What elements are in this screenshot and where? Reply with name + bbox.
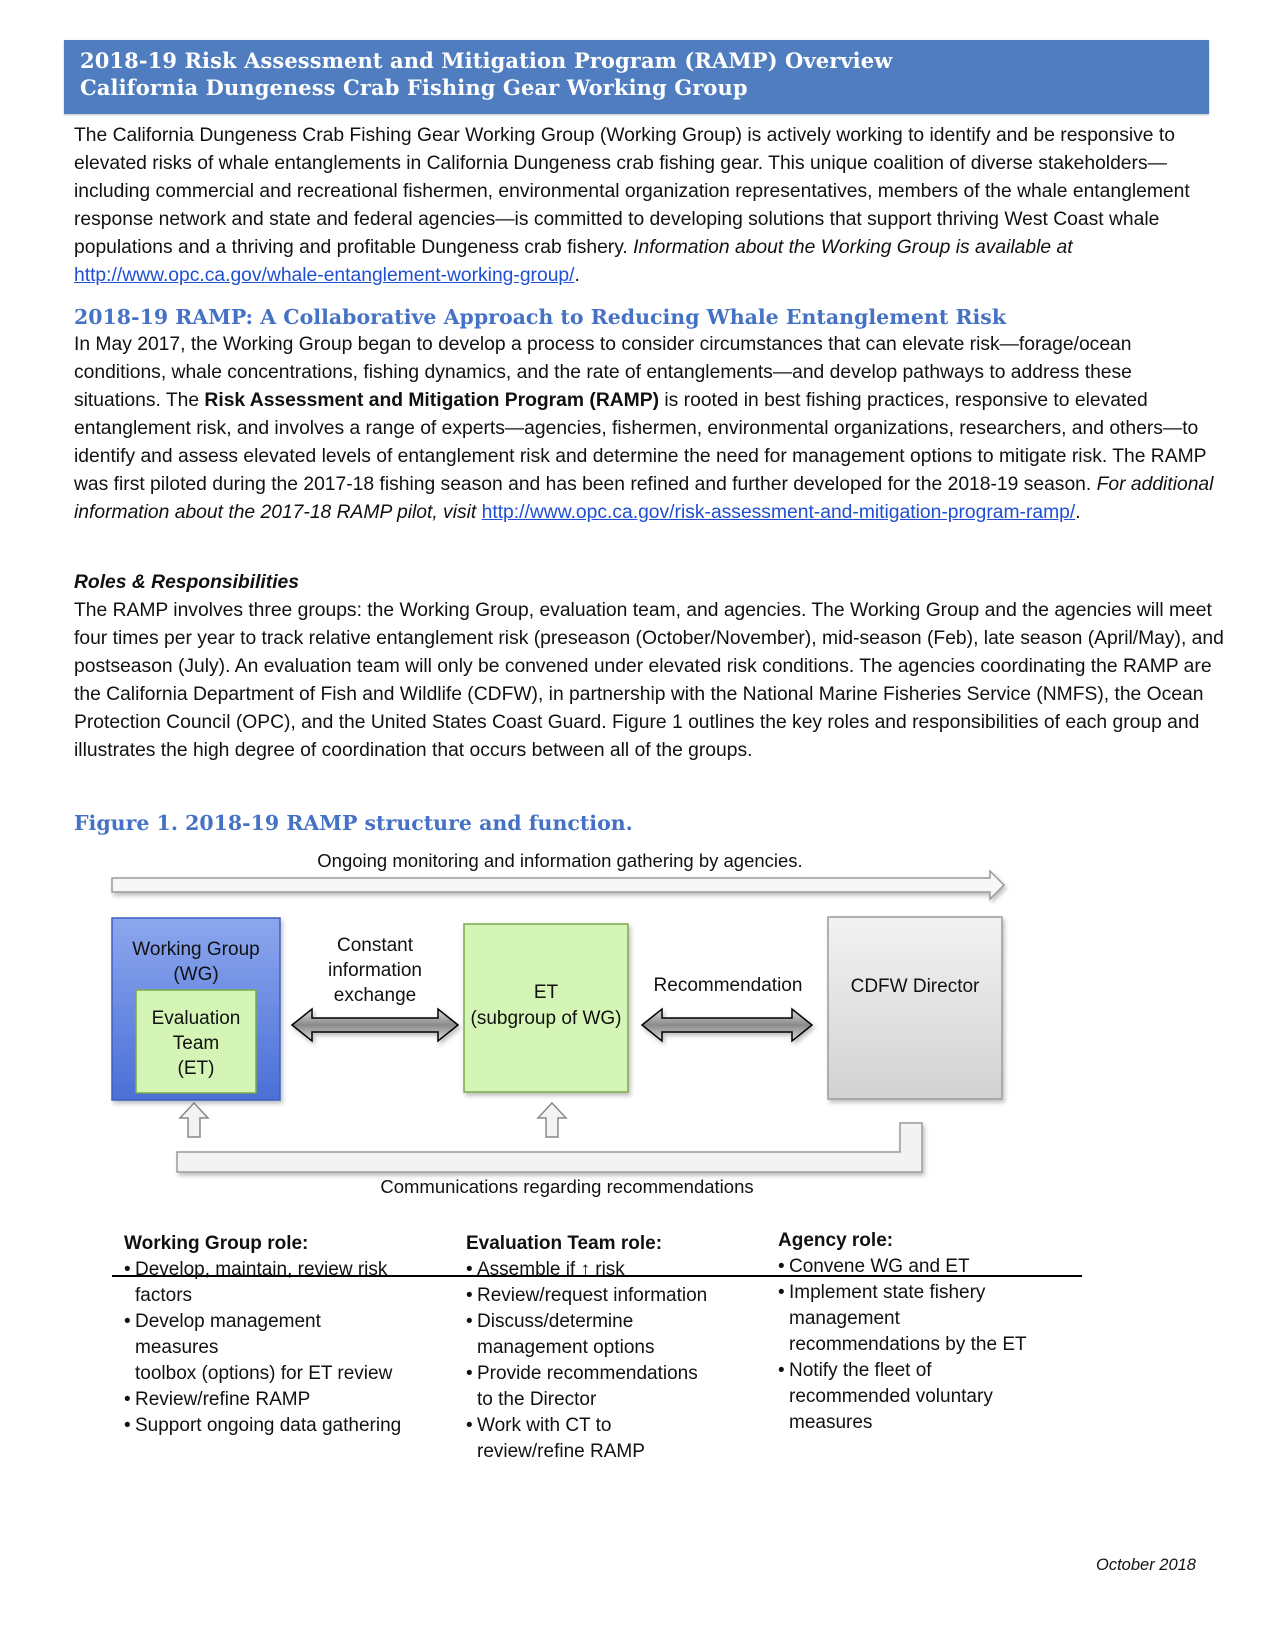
title-banner xyxy=(64,40,1209,114)
cdfw-director-label: CDFW Director xyxy=(850,976,980,997)
recommendation-arrow xyxy=(642,1009,812,1041)
list-item: • Implement state fishery management recommendations by the ET xyxy=(778,1280,1078,1358)
footer-date: October 2018 xyxy=(1096,1556,1196,1574)
list-item: • Convene WG and ET xyxy=(778,1254,1078,1280)
up-arrow-wg xyxy=(180,1103,208,1137)
recommendation-label: Recommendation xyxy=(653,975,803,996)
figure-caption: Figure 1. 2018-19 RAMP structure and function. xyxy=(74,811,633,835)
roles-heading: Roles & Responsibilities xyxy=(74,572,300,593)
list-item: • Review/request information xyxy=(466,1283,766,1309)
up-arrow-et xyxy=(538,1103,566,1137)
intro-paragraph: The California Dungeness Crab Fishing Gear Working Group (Working Group) is actively working to identify and be responsive to elevated risks of whale entanglements in California Dungeness crab fishing gear. This unique coalition of diverse stakeholders—including commercial and recreational fishermen, environmental organization representatives, members of the whale entanglement response network and state and federal agencies—is committed to developing solutions that support thriving West Coast whale populations and a thriving and profitable Dungeness crab fishery. Information about the Working Group is available at http://www.opc.ca.gov/whale-entanglement-working-group/. xyxy=(74,125,1190,286)
evaluation-team-label-1: Evaluation xyxy=(151,1008,241,1029)
evaluation-team-role-title: Evaluation Team role: xyxy=(466,1233,663,1254)
working-group-abbrev: (WG) xyxy=(173,964,219,985)
exchange-label-3: exchange xyxy=(333,985,417,1006)
list-item: • Notify the fleet of recommended voluntary measures xyxy=(778,1358,1078,1436)
list-item: • Discuss/determine management options xyxy=(466,1309,766,1361)
list-item: • Assemble if ↑ risk xyxy=(466,1257,766,1283)
list-item: • Provide recommendations to the Director xyxy=(466,1361,766,1413)
roles-paragraph: The RAMP involves three groups: the Working Group, evaluation team, and agencies. The Working Group and the agencies will meet four times per year to track relative entanglement risk (preseason (October/November), mid-season (Feb), late season (April/May), and postseason (July). An evaluation team will only be convened under elevated risk conditions. The agencies coordinating the RAMP are the California Department of Fish and Wildlife (CDFW), in partnership with the National Marine Fisheries Service (NMFS), the Ocean Protection Council (OPC), and the United States Coast Guard. Figure 1 outlines the key roles and responsibilities of each group and illustrates the high degree of coordination that occurs between all of the groups. xyxy=(74,600,1224,761)
list-item: • Review/refine RAMP xyxy=(124,1387,444,1413)
et-box-sublabel: (subgroup of WG) xyxy=(470,1008,622,1029)
ramp-pilot-link[interactable]: http://www.opc.ca.gov/risk-assessment-and-mitigation-program-ramp/ xyxy=(481,502,1076,523)
working-group-label: Working Group xyxy=(132,939,260,960)
exchange-label-2: information xyxy=(328,960,422,981)
document-subtitle: California Dungeness Crab Fishing Gear Working Group xyxy=(80,75,748,100)
working-group-link[interactable]: http://www.opc.ca.gov/whale-entanglement-working-group/ xyxy=(74,265,575,286)
list-item: • Develop management measures toolbox (options) for ET review xyxy=(124,1309,444,1387)
cdfw-director-box xyxy=(828,917,1002,1099)
working-group-role-title: Working Group role: xyxy=(124,1233,309,1254)
monitoring-label: Ongoing monitoring and information gathering by agencies. xyxy=(317,850,803,871)
evaluation-team-label-3: (ET) xyxy=(177,1058,215,1079)
document-title: 2018-19 Risk Assessment and Mitigation Program (RAMP) Overview xyxy=(80,48,893,73)
ramp-paragraph: In May 2017, the Working Group began to develop a process to consider circumstances that can elevate risk—forage/ocean conditions, whale concentrations, fishing dynamics, and the rate of entanglements—and develop pathways to address these situations. The Risk Assessment and Mitigation Program (RAMP) is rooted in best fishing practices, responsive to elevated entanglement risk, and involves a range of experts—agencies, fishermen, environmental organizations, researchers, and others—to identify and assess elevated levels of entanglement risk and determine the need for management options to mitigate risk. The RAMP was first piloted during the 2017-18 fishing season and has been refined and further developed for the 2018-19 season. For additional information about the 2017-18 RAMP pilot, visit http://www.opc.ca.gov/risk-assessment-and-mitigation-program-ramp/. xyxy=(74,334,1214,523)
ramp-structure-diagram xyxy=(100,850,1020,1215)
communications-label: Communications regarding recommendations xyxy=(380,1176,754,1197)
ramp-section-heading: 2018-19 RAMP: A Collaborative Approach to Reducing Whale Entanglement Risk xyxy=(74,305,1007,329)
agency-role-title: Agency role: xyxy=(778,1230,894,1251)
evaluation-team-role-column xyxy=(466,1231,766,1465)
information-exchange-arrow xyxy=(292,1009,458,1041)
working-group-role-column xyxy=(124,1231,444,1439)
monitoring-arrow xyxy=(112,871,1004,899)
et-box-label: ET xyxy=(533,982,559,1003)
list-item: • Support ongoing data gathering xyxy=(124,1413,444,1439)
evaluation-team-label-2: Team xyxy=(172,1033,220,1054)
list-item: • Develop, maintain, review risk factors xyxy=(124,1257,444,1309)
exchange-label-1: Constant xyxy=(336,935,414,956)
agency-role-column xyxy=(778,1228,1078,1436)
list-item: • Work with CT to review/refine RAMP xyxy=(466,1413,766,1465)
